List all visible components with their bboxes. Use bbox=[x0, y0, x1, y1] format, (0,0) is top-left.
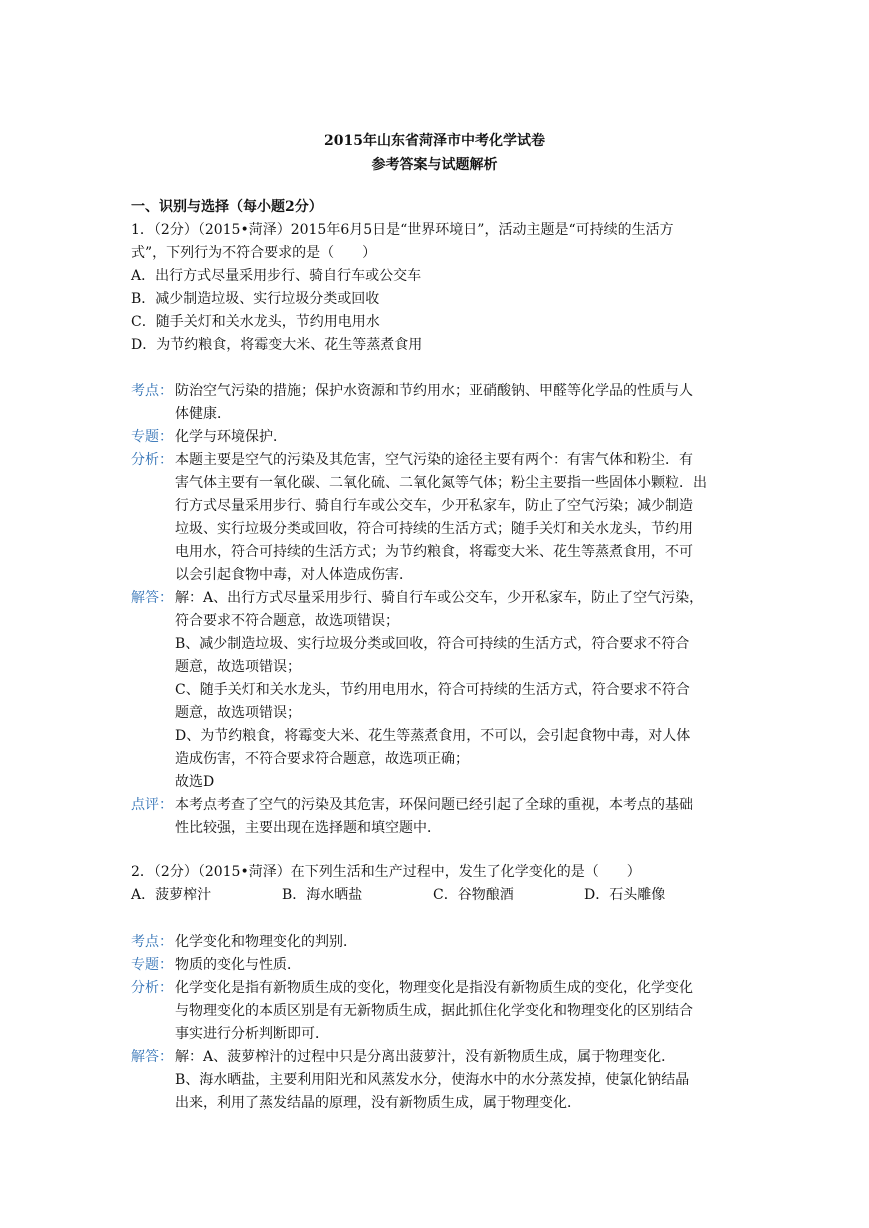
q1-jieda-text: 造成伤害，不符合要求符合题意，故选项正确； bbox=[175, 751, 469, 767]
q2-jieda-text: B、海水晒盐，主要利用阳光和风蒸发水分，使海水中的水分蒸发掉，使氯化钠结晶 bbox=[175, 1072, 690, 1088]
section-heading: 一、识别与选择（每小题2分） bbox=[131, 199, 323, 215]
q2-stem: 2．（2分）（2015•菏泽）在下列生活和生产过程中，发生了化学变化的是（ ） bbox=[131, 864, 641, 880]
q1-fenxi-text: 本题主要是空气的污染及其危害，空气污染的途径主要有两个：有害气体和粉尘．有 bbox=[175, 452, 693, 468]
q2-option-d: D．石头雕像 bbox=[584, 887, 666, 903]
q1-jieda-text: C、随手关灯和关水龙头，节约用电用水，符合可持续的生活方式，符合要求不符合 bbox=[175, 682, 690, 698]
q1-kaodian-text: 防治空气污染的措施；保护水资源和节约用水；亚硝酸钠、甲醛等化学品的性质与人 bbox=[175, 383, 693, 399]
q1-jieda-text: 故选D bbox=[175, 774, 215, 790]
q1-fenxi-text: 垃圾、实行垃圾分类或回收，符合可持续的生活方式；随手关灯和关水龙头，节约用 bbox=[175, 521, 693, 537]
q2-fenxi-text: 事实进行分析判断即可． bbox=[175, 1026, 329, 1042]
q1-fenxi-text: 电用水，符合可持续的生活方式；为节约粮食，将霉变大米、花生等蒸煮食用，不可 bbox=[175, 544, 693, 560]
q1-fenxi-text: 行方式尽量采用步行、骑自行车或公交车，少开私家车，防止了空气污染；减少制造 bbox=[175, 498, 693, 514]
q2-jieda-label: 解答： bbox=[131, 1049, 173, 1065]
q1-dianping-text: 本考点考查了空气的污染及其危害，环保问题已经引起了全球的重视，本考点的基础 bbox=[175, 797, 693, 813]
q2-fenxi-label: 分析： bbox=[131, 980, 173, 996]
q1-kaodian-text: 体健康． bbox=[175, 406, 231, 422]
q1-zhuanti-label: 专题： bbox=[131, 429, 173, 445]
q1-jieda-text: 符合要求不符合题意，故选项错误； bbox=[175, 613, 399, 629]
q2-zhuanti-label: 专题： bbox=[131, 957, 173, 973]
q2-kaodian-label: 考点： bbox=[131, 934, 173, 950]
q2-option-b: B．海水晒盐 bbox=[282, 887, 363, 903]
q1-fenxi-text: 害气体主要有一氧化碳、二氧化硫、二氧化氮等气体；粉尘主要指一些固体小颗粒．出 bbox=[175, 475, 707, 491]
q1-jieda-text: 题意，故选项错误； bbox=[175, 705, 301, 721]
q1-fenxi-text: 以会引起食物中毒，对人体造成伤害． bbox=[175, 567, 413, 583]
q1-option-d: D．为节约粮食，将霉变大米、花生等蒸煮食用 bbox=[131, 337, 423, 353]
q2-jieda-text: 解：A、菠萝榨汁的过程中只是分离出菠萝汁，没有新物质生成，属于物理变化． bbox=[175, 1049, 676, 1065]
q1-jieda-label: 解答： bbox=[131, 590, 173, 606]
q1-option-a: A．出行方式尽量采用步行、骑自行车或公交车 bbox=[131, 268, 422, 284]
q1-jieda-text: 解：A、出行方式尽量采用步行、骑自行车或公交车，少开私家车，防止了空气污染， bbox=[175, 590, 704, 606]
q2-fenxi-text: 与物理变化的本质区别是有无新物质生成，据此抓住化学变化和物理变化的区别结合 bbox=[175, 1003, 693, 1019]
page-title: 2015年山东省菏泽市中考化学试卷 bbox=[324, 133, 545, 149]
q1-option-b: B．减少制造垃圾、实行垃圾分类或回收 bbox=[131, 291, 380, 307]
q1-jieda-text: D、为节约粮食，将霉变大米、花生等蒸煮食用，不可以，会引起食物中毒，对人体 bbox=[175, 728, 691, 744]
q1-dianping-text: 性比较强，主要出现在选择题和填空题中． bbox=[175, 820, 441, 836]
q1-option-c: C．随手关灯和关水龙头，节约用电用水 bbox=[131, 314, 380, 330]
q1-jieda-text: 题意，故选项错误； bbox=[175, 659, 301, 675]
q2-kaodian-text: 化学变化和物理变化的判别． bbox=[175, 934, 357, 950]
q1-stem-line: 1．（2分）（2015•菏泽）2015年6月5日是“世界环境日”，活动主题是“可持续的生活方 bbox=[131, 222, 674, 238]
q1-kaodian-label: 考点： bbox=[131, 383, 173, 399]
q1-dianping-label: 点评： bbox=[131, 797, 173, 813]
q1-stem-line: 式”，下列行为不符合要求的是（ ） bbox=[131, 245, 377, 261]
q2-option-a: A．菠萝榨汁 bbox=[131, 887, 212, 903]
q2-fenxi-text: 化学变化是指有新物质生成的变化，物理变化是指没有新物质生成的变化，化学变化 bbox=[175, 980, 693, 996]
q2-jieda-text: 出来，利用了蒸发结晶的原理，没有新物质生成，属于物理变化． bbox=[175, 1095, 581, 1111]
page-subtitle: 参考答案与试题解析 bbox=[371, 157, 498, 173]
q2-zhuanti-text: 物质的变化与性质． bbox=[175, 957, 301, 973]
q1-zhuanti-text: 化学与环境保护． bbox=[175, 429, 287, 445]
q1-fenxi-label: 分析： bbox=[131, 452, 173, 468]
q1-jieda-text: B、减少制造垃圾、实行垃圾分类或回收，符合可持续的生活方式，符合要求不符合 bbox=[175, 636, 690, 652]
q2-option-c: C．谷物酿酒 bbox=[433, 887, 514, 903]
